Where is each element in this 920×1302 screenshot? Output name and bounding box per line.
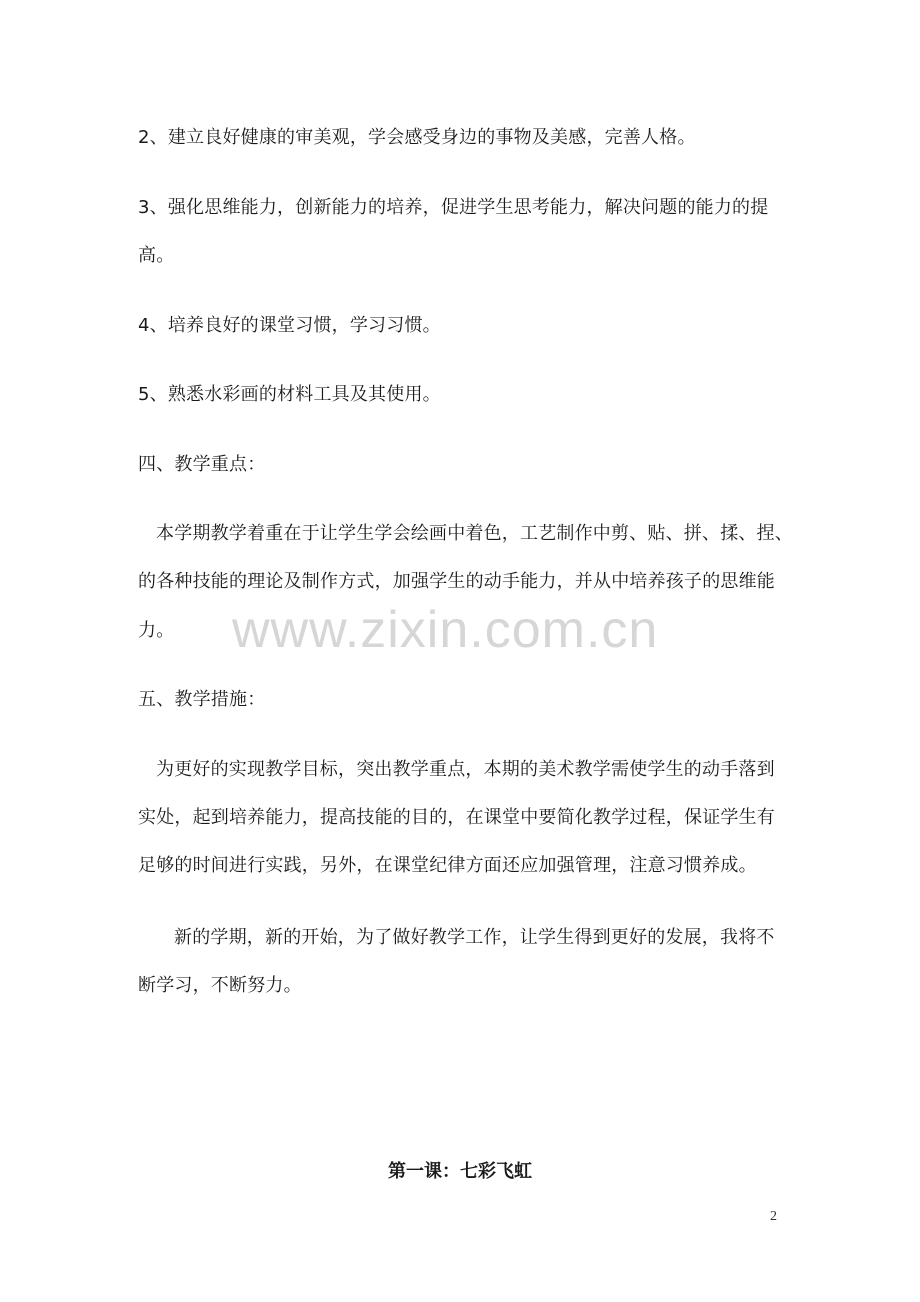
objective-3-line-2: 高。 <box>138 245 175 266</box>
teaching-focus-line-2: 的各种技能的理论及制作方式，加强学生的动手能力，并从中培养孩子的思维能 <box>138 571 775 592</box>
teaching-focus-line-1: 本学期教学着重在于让学生学会绘画中着色，工艺制作中剪、贴、拼、揉、捏、 <box>156 523 793 544</box>
page-number: 2 <box>770 1209 777 1224</box>
closing-line-2: 断学习，不断努力。 <box>138 975 302 996</box>
teaching-measures-line-3: 足够的时间进行实践，另外，在课堂纪律方面还应加强管理，注意习惯养成。 <box>138 855 757 876</box>
watermark: www.zixin.com.cn <box>232 601 659 659</box>
teaching-focus-line-3: 力。 <box>138 620 175 641</box>
teaching-measures-line-2: 实处，起到培养能力，提高技能的目的，在课堂中要简化教学过程，保证学生有 <box>138 807 775 828</box>
section-heading-teaching-measures: 五、教学措施： <box>138 689 266 710</box>
teaching-measures-line-1: 为更好的实现教学目标，突出教学重点，本期的美术教学需使学生的动手落到 <box>156 759 775 780</box>
section-heading-teaching-focus: 四、教学重点： <box>138 454 266 475</box>
objective-5: 5、熟悉水彩画的材料工具及其使用。 <box>138 384 441 405</box>
objective-4: 4、培养良好的课堂习惯，学习习惯。 <box>138 315 441 336</box>
lesson-title: 第一课：七彩飞虹 <box>388 1161 532 1182</box>
closing-line-1: 新的学期，新的开始，为了做好教学工作，让学生得到更好的发展，我将不 <box>174 927 775 948</box>
objective-2: 2、建立良好健康的审美观，学会感受身边的事物及美感，完善人格。 <box>138 127 696 148</box>
objective-3-line-1: 3、强化思维能力，创新能力的培养，促进学生思考能力，解决问题的能力的提 <box>138 197 769 218</box>
